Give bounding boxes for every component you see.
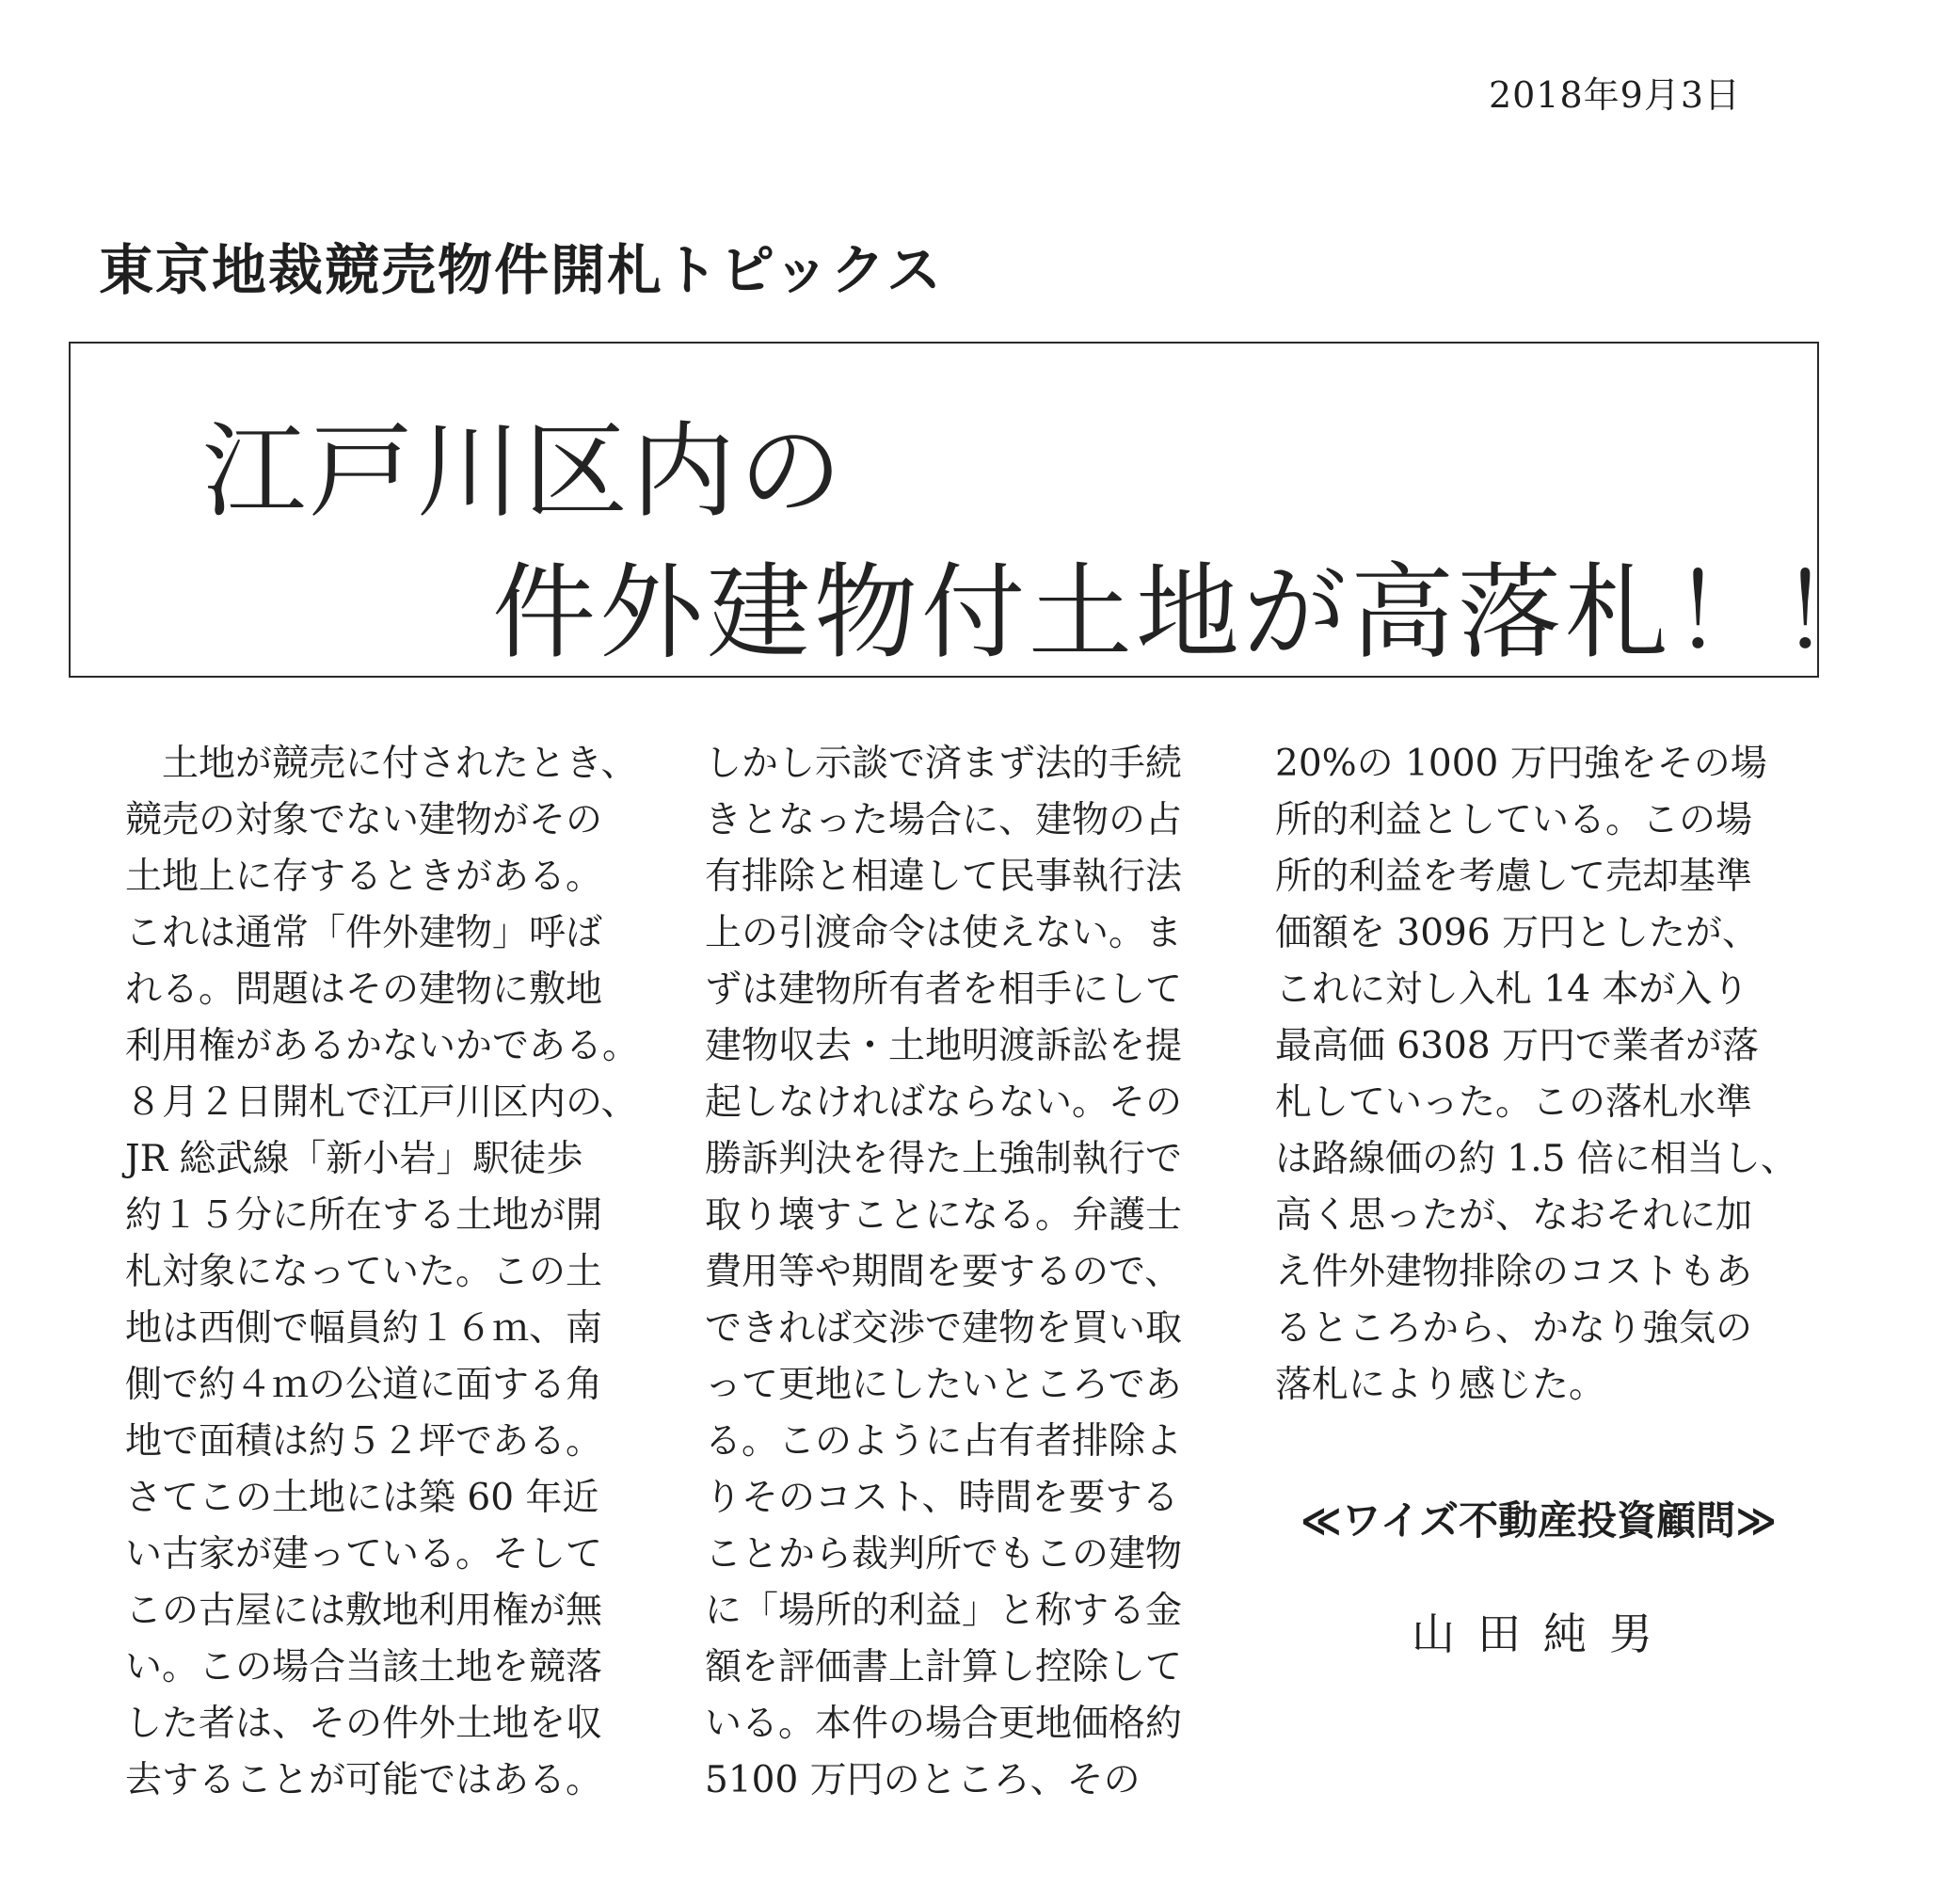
- article-line: ことから裁判所でもこの建物: [705, 1533, 1183, 1576]
- article-line: 競売の対象でない建物がその: [125, 799, 603, 841]
- article-line: 札対象になっていた。この土: [125, 1251, 603, 1293]
- article-line: ８月２日開札で江戸川区内の、: [125, 1081, 638, 1124]
- article-line: 去することが可能ではある。: [125, 1759, 603, 1801]
- article-line: 取り壊すことになる。弁護士: [705, 1194, 1183, 1237]
- article-line: 落札により感じた。: [1275, 1364, 1606, 1406]
- headline-box: [69, 342, 1887, 678]
- headline-line-1: 江戸川区内の: [202, 411, 846, 532]
- article-line: ずは建物所有者を相手にして: [705, 968, 1183, 1011]
- article-line: 起しなければならない。その: [705, 1081, 1183, 1124]
- article-line: 費用等や期間を要するので、: [705, 1251, 1182, 1293]
- headline-line-2: 件外建物付土地が高落札！！: [492, 552, 1887, 673]
- article-line: 価額を 3096 万円としたが、: [1275, 912, 1760, 954]
- article-line: した者は、その件外土地を収: [125, 1703, 603, 1745]
- article-line: JR 総武線「新小岩」駅徒歩: [125, 1138, 583, 1180]
- author-name: 山田純男: [1412, 1608, 1675, 1659]
- article-line: 5100 万円のところ、その: [705, 1759, 1141, 1801]
- series-title: 東京地裁競売物件開札トピックス: [99, 238, 944, 302]
- article-line: 約１５分に所在する土地が開: [125, 1194, 603, 1237]
- article-line: これに対し入札 14 本が入り: [1275, 968, 1749, 1011]
- article-line: 利用権があるかないかである。: [125, 1025, 640, 1067]
- article-line: れる。問題はその建物に敷地: [125, 968, 603, 1011]
- article-line: さてこの土地には築 60 年近: [125, 1477, 599, 1519]
- article-line: るところから、かなり強気の: [1275, 1307, 1753, 1350]
- article-line: 側で約４ｍの公道に面する角: [125, 1364, 603, 1406]
- article-line: りそのコスト、時間を要する: [705, 1477, 1179, 1519]
- article-column-3: [1275, 736, 1802, 1414]
- article-line: い。この場合当該土地を競落: [125, 1646, 603, 1688]
- article-line: は路線価の約 1.5 倍に相当し、: [1275, 1138, 1797, 1180]
- article-line: 20%の 1000 万円強をその場: [1275, 743, 1767, 785]
- article-line: 高く思ったが、なおそれに加: [1275, 1194, 1753, 1237]
- article-line: 所的利益としている。この場: [1275, 799, 1753, 841]
- article-line: 有排除と相違して民事執行法: [705, 856, 1183, 898]
- article-line: この古屋には敷地利用権が無: [125, 1590, 603, 1632]
- article-line: 額を評価書上計算し控除して: [705, 1646, 1183, 1688]
- article-line: 土地が競売に付されたとき、: [125, 743, 638, 785]
- article-line: に「場所的利益」と称する金: [705, 1590, 1183, 1632]
- article-line: 建物収去・土地明渡訴訟を提: [705, 1025, 1183, 1067]
- article-column-2: [705, 736, 1213, 1809]
- article-line: る。このように占有者排除よ: [705, 1420, 1183, 1463]
- article-line: 所的利益を考慮して売却基準: [1275, 856, 1753, 898]
- article-line: 札していった。この落札水準: [1275, 1081, 1753, 1124]
- article-line: できれば交渉で建物を買い取: [705, 1307, 1183, 1350]
- article-line: え件外建物排除のコストもあ: [1275, 1251, 1753, 1293]
- article-line: しかし示談で済まず法的手続: [705, 743, 1183, 785]
- article-line: きとなった場合に、建物の占: [705, 799, 1183, 841]
- article-line: これは通常「件外建物」呼ば: [125, 912, 603, 954]
- article-line: って更地にしたいところであ: [705, 1364, 1182, 1406]
- article-line: 地で面積は約５２坪である。: [125, 1420, 603, 1463]
- article-line: 土地上に存するときがある。: [125, 856, 603, 898]
- article-line: 最高価 6308 万円で業者が落: [1275, 1025, 1760, 1067]
- article-line: 地は西側で幅員約１６ｍ、南: [125, 1307, 603, 1350]
- article-line: 勝訴判決を得た上強制執行で: [705, 1138, 1183, 1180]
- organization-name: ≪ワイズ不動産投資顧問≫: [1300, 1497, 1778, 1544]
- article-line: 上の引渡命令は使えない。ま: [705, 912, 1183, 954]
- article-column-1: [125, 736, 640, 1809]
- article-line: い古家が建っている。そして: [125, 1533, 603, 1576]
- date: 2018年9月3日: [1488, 74, 1741, 116]
- article-line: いる。本件の場合更地価格約: [705, 1703, 1183, 1745]
